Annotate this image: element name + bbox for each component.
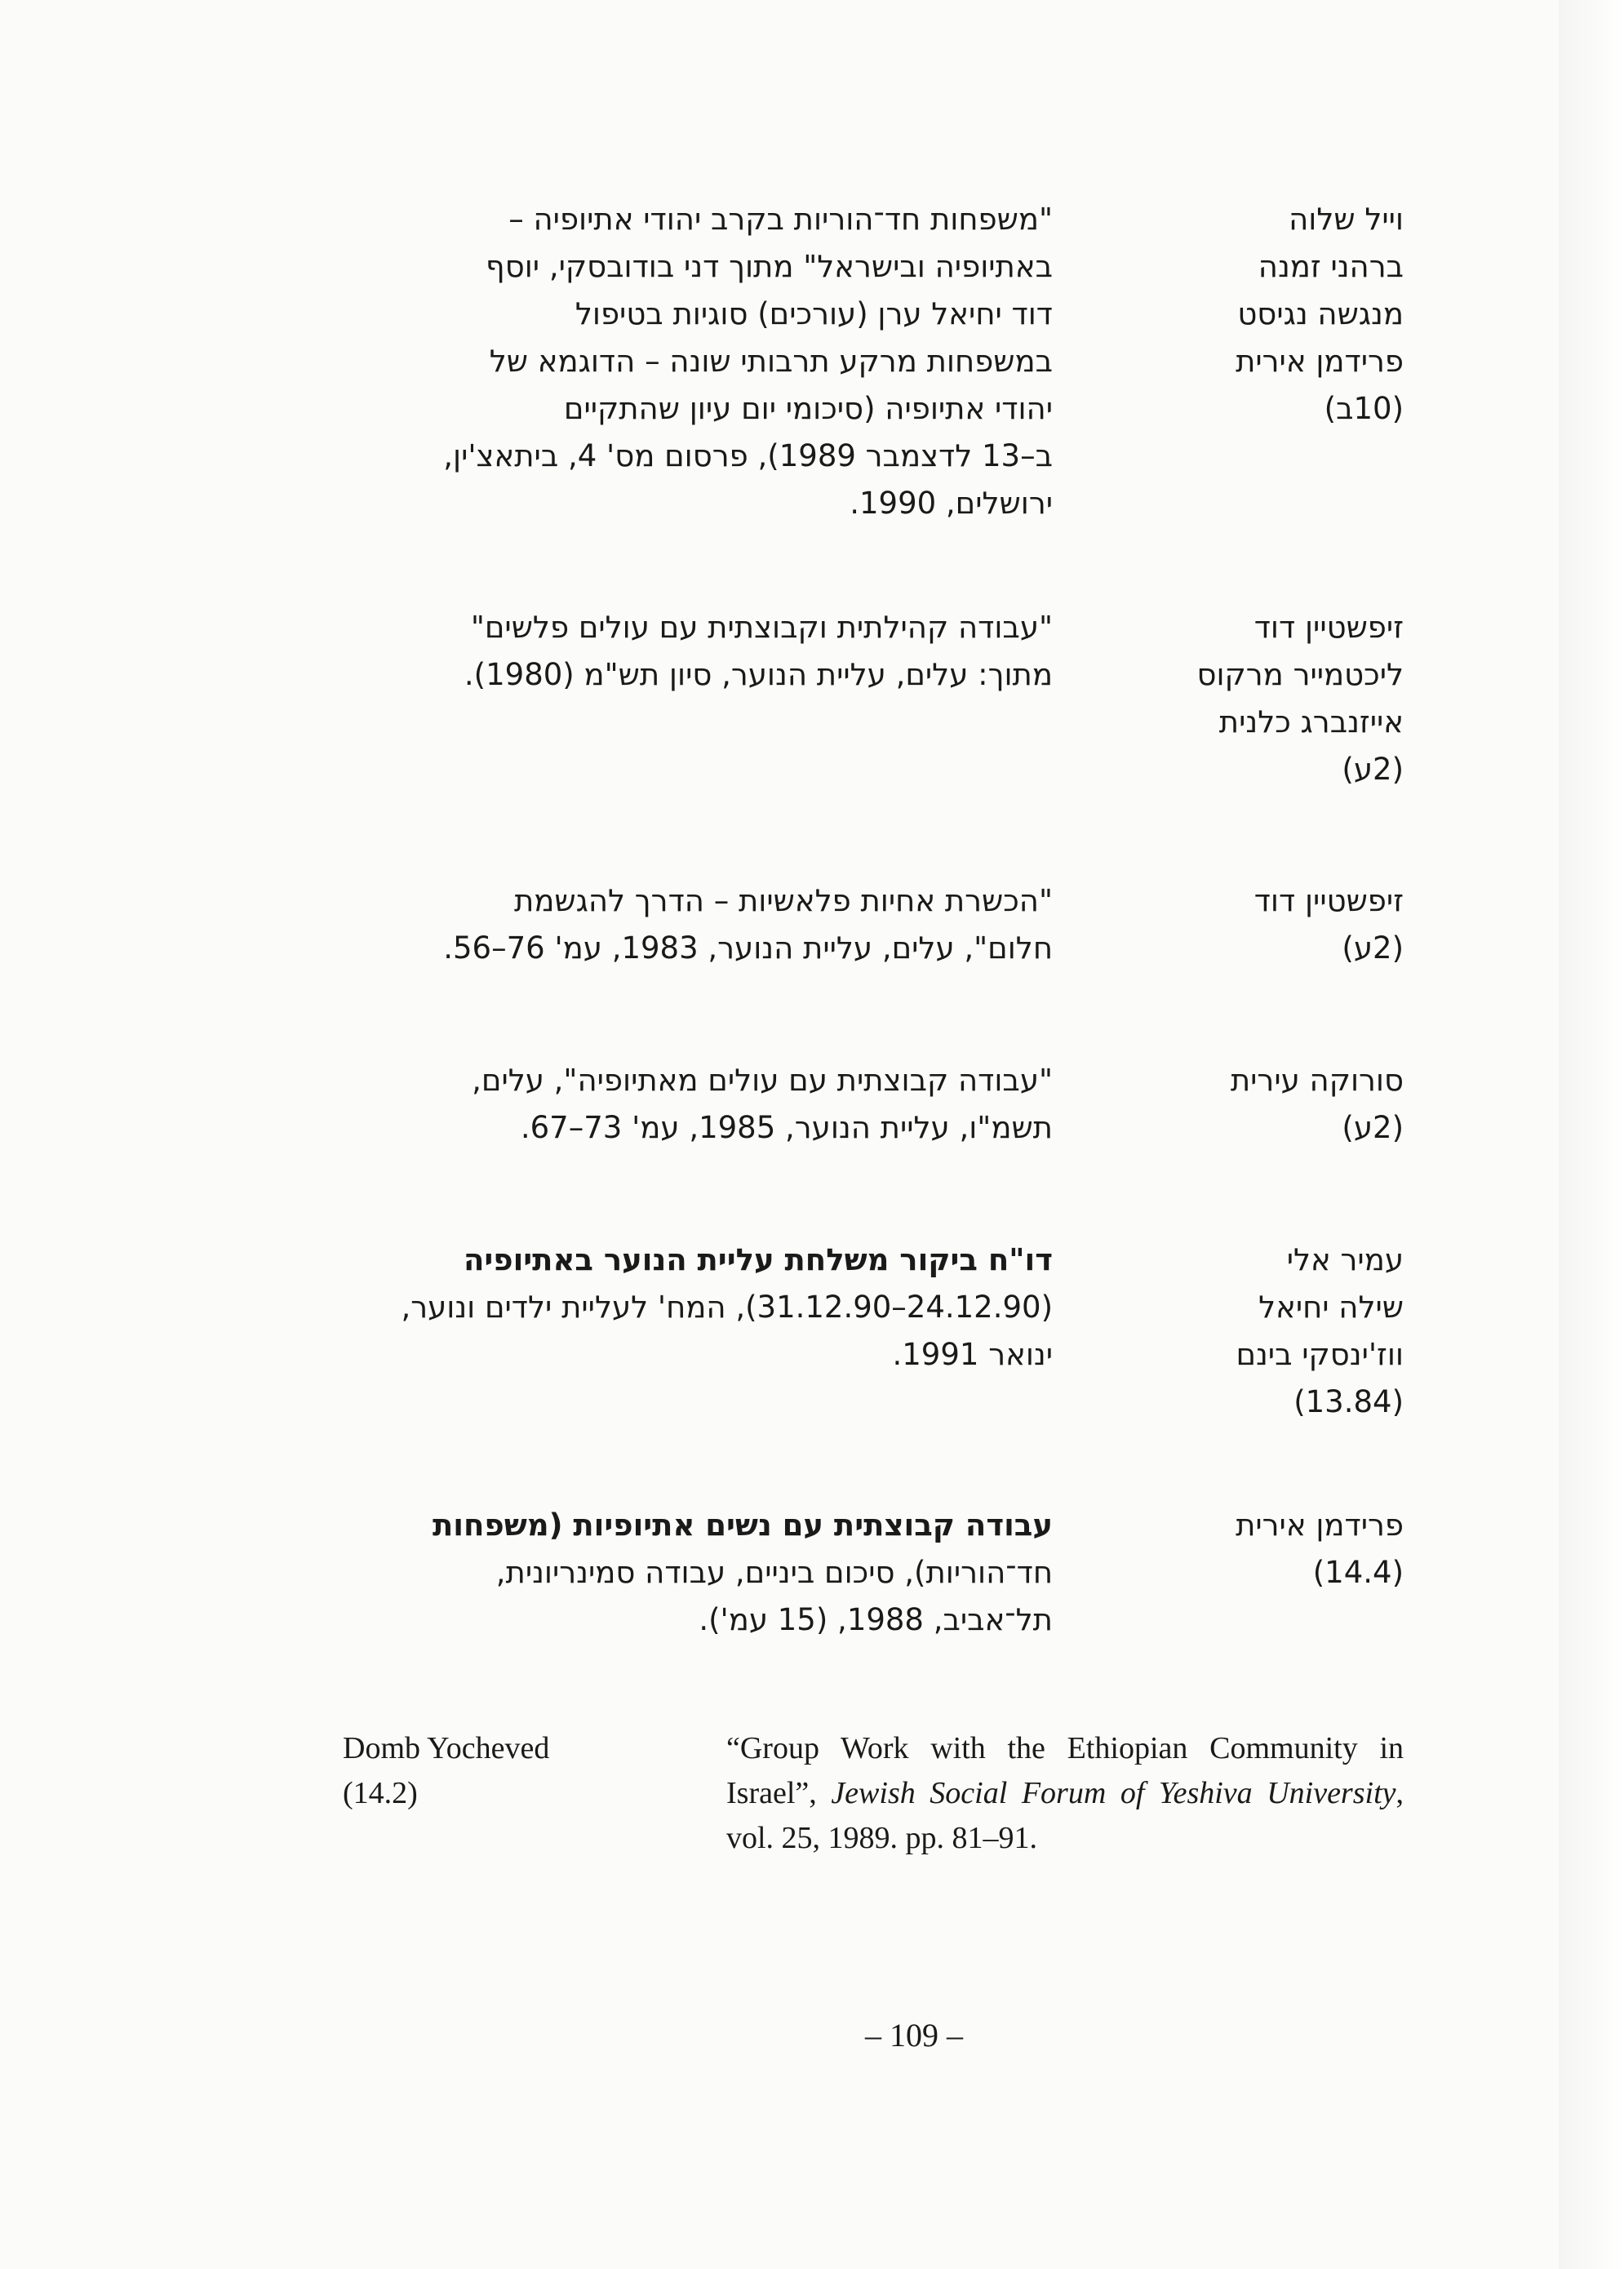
- reference-line: (24.12.90–31.12.90), המח' לעליית ילדים ונוער,: [401, 1290, 1053, 1325]
- bibliography-entry: [343, 604, 1404, 800]
- reference-line: מתוך: עלים, עליית הנוער, סיון תש"מ (1980).: [464, 657, 1053, 692]
- entry-authors: [1143, 1502, 1404, 1596]
- entry-reference: [343, 604, 1053, 699]
- entry-reference: [343, 196, 1053, 527]
- author-name: עמיר אלי: [1286, 1242, 1404, 1277]
- entry-reference: [343, 1057, 1053, 1152]
- page-edge: [1559, 0, 1624, 2269]
- author-name: פרידמן אירית: [1236, 1507, 1404, 1543]
- catalog-code: (14.4): [1312, 1555, 1404, 1590]
- author-name: Domb Yocheved: [343, 1731, 550, 1765]
- reference-details: , vol. 25, 1989. pp. 81–91.: [726, 1776, 1404, 1855]
- bibliography-entry: [343, 1237, 1404, 1432]
- entry-authors: [1143, 196, 1404, 433]
- entry-reference: [343, 877, 1053, 972]
- entry-reference: [343, 1502, 1053, 1644]
- catalog-code: (2ע): [1342, 1110, 1404, 1145]
- entry-reference: [726, 1726, 1404, 1861]
- author-name: זיפשטיין דוד: [1253, 883, 1404, 918]
- reference-line: ינואר 1991.: [892, 1337, 1053, 1372]
- reference-line: "עבודה קהילתית וקבוצתית עם עולים פלשים": [470, 610, 1053, 645]
- bibliography-entry-english: [343, 1726, 1404, 1873]
- reference-line: יהודי אתיופיה (סיכומי יום עיון שהתקיים: [563, 391, 1053, 426]
- page-number: – 109 –: [865, 2017, 963, 2054]
- entry-authors: [1143, 1237, 1404, 1426]
- bibliography-entry: [343, 1502, 1404, 1649]
- author-name: זיפשטיין דוד: [1253, 610, 1404, 645]
- reference-line: עבודה קבוצתית עם נשים אתיופיות (משפחות: [433, 1507, 1053, 1543]
- author-name: וייל שלוה: [1289, 202, 1404, 237]
- author-name: סורוקה עירית: [1230, 1063, 1404, 1098]
- author-name: פרידמן אירית: [1236, 344, 1404, 379]
- reference-line: דוד יחיאל ערן (עורכים) סוגיות בטיפול: [575, 296, 1053, 331]
- reference-title: “Group Work with the Ethiopian Community in Israel”,: [726, 1731, 1404, 1810]
- entry-authors: [1143, 604, 1404, 793]
- entry-authors: [343, 1726, 549, 1816]
- author-name: ברהני זמנה: [1258, 249, 1404, 284]
- reference-line: באתיופיה ובישראל" מתוך דני בודובסקי, יוסף: [486, 249, 1053, 284]
- reference-line: חלום", עלים, עליית הנוער, 1983, עמ' 76–56.: [443, 930, 1053, 966]
- reference-line: "משפחות חד־הוריות בקרב יהודי אתיופיה –: [508, 202, 1053, 237]
- catalog-code: (10ב): [1324, 391, 1404, 426]
- reference-line: במשפחות מרקע תרבותי שונה – הדוגמא של: [489, 344, 1053, 379]
- reference-journal: Jewish Social Forum of Yeshiva University: [831, 1776, 1396, 1810]
- catalog-code: (13.84): [1293, 1384, 1404, 1419]
- reference-line: חד־הוריות), סיכום ביניים, עבודה סמינריונית,: [495, 1555, 1053, 1590]
- bibliography-entry: [343, 1057, 1404, 1155]
- reference-line: "עבודה קבוצתית עם עולים מאתיופיה", עלים,: [472, 1063, 1053, 1098]
- reference-line: ב–13 לדצמבר 1989), פרסום מס' 4, ביתאצ'ין,: [443, 438, 1053, 473]
- catalog-code: (2ע): [1342, 752, 1404, 787]
- reference-line: "הכשרת אחיות פלאשיות – הדרך להגשמת: [513, 883, 1053, 918]
- reference-line: ירושלים, 1990.: [850, 486, 1053, 521]
- bibliography-entry: [343, 196, 1404, 531]
- author-name: שילה יחיאל: [1258, 1290, 1404, 1325]
- author-name: מנגשה נגיסט: [1237, 296, 1404, 331]
- entry-authors: [1143, 1057, 1404, 1152]
- reference-line: תל־אביב, 1988, (15 עמ').: [699, 1602, 1053, 1637]
- author-name: אייזנברג כלנית: [1218, 704, 1404, 739]
- author-name: ליכטמייר מרקוס: [1196, 657, 1404, 692]
- reference-line: דו"ח ביקור משלחת עליית הנוער באתיופיה: [463, 1242, 1053, 1277]
- catalog-code: (14.2): [343, 1776, 418, 1810]
- catalog-code: (2ע): [1342, 930, 1404, 966]
- entry-authors: [1143, 877, 1404, 972]
- entry-reference: [343, 1237, 1053, 1379]
- bibliography-entry: [343, 877, 1404, 975]
- reference-line: תשמ"ו, עליית הנוער, 1985, עמ' 73–67.: [520, 1110, 1053, 1145]
- author-name: ווז'ינסקי בינם: [1236, 1337, 1404, 1372]
